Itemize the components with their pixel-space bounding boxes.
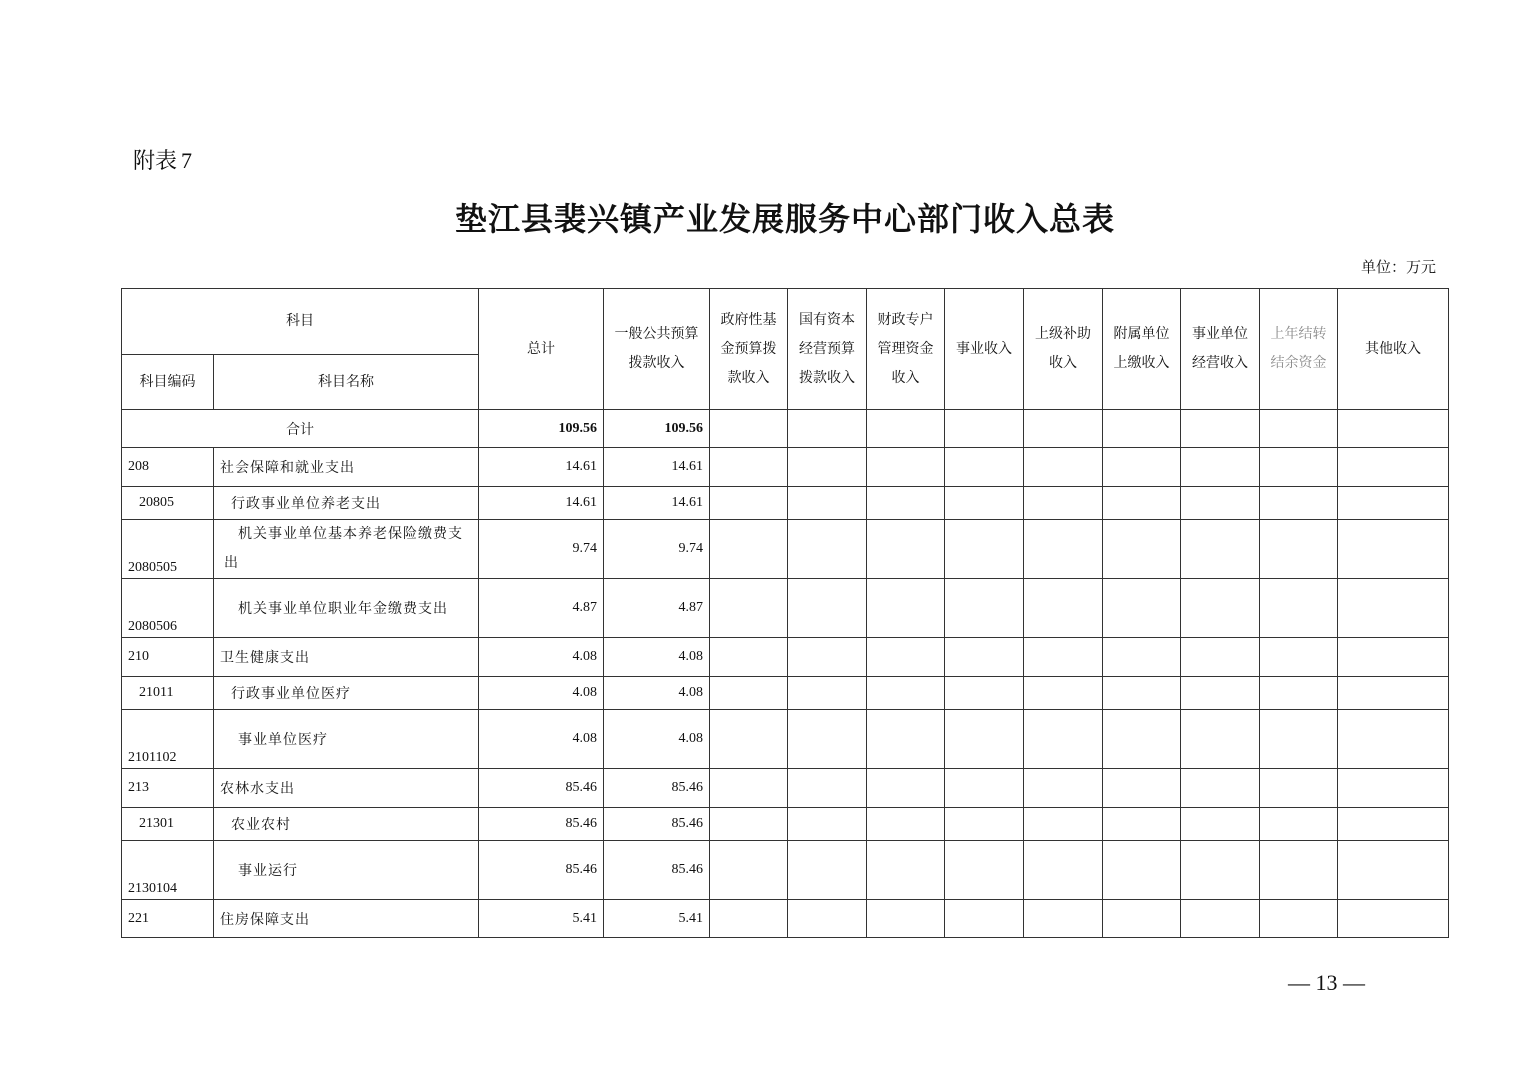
header-general-budget: 一般公共预算拨款收入 — [604, 289, 710, 410]
row-total: 9.74 — [479, 520, 604, 579]
total-label: 合计 — [122, 410, 479, 448]
table-row-total — [122, 410, 1449, 448]
table-row — [122, 769, 1449, 808]
header-other-income: 其他收入 — [1338, 289, 1449, 410]
row-total: 4.87 — [479, 579, 604, 638]
row-total: 14.61 — [479, 487, 604, 520]
row-general: 85.46 — [604, 769, 710, 808]
header-superior-subsidy: 上级补助收入 — [1024, 289, 1103, 410]
page-title: 垫江县裴兴镇产业发展服务中心部门收入总表 — [454, 200, 1115, 238]
row-name: 行政事业单位医疗 — [214, 677, 479, 710]
header-carryover: 上年结转结余资金 — [1260, 289, 1338, 410]
row-general: 85.46 — [604, 808, 710, 841]
header-business-operation: 事业单位经营收入 — [1181, 289, 1260, 410]
row-general: 9.74 — [604, 520, 710, 579]
row-name: 农业农村 — [214, 808, 479, 841]
row-name: 事业运行 — [214, 841, 479, 900]
row-code: 2080505 — [122, 520, 214, 579]
table-row — [122, 677, 1449, 710]
row-total: 14.61 — [479, 448, 604, 487]
table-row — [122, 520, 1449, 579]
row-general: 4.08 — [604, 638, 710, 677]
row-general: 14.61 — [604, 487, 710, 520]
row-code: 210 — [122, 638, 214, 677]
row-code: 213 — [122, 769, 214, 808]
row-total: 85.46 — [479, 808, 604, 841]
row-code: 221 — [122, 900, 214, 938]
row-code: 208 — [122, 448, 214, 487]
header-affiliated-income: 附属单位上缴收入 — [1103, 289, 1181, 410]
header-gov-fund: 政府性基金预算拨款收入 — [710, 289, 788, 410]
page-number: — 13 — — [1288, 970, 1365, 995]
header-subject: 科目 — [122, 289, 479, 355]
table-row — [122, 841, 1449, 900]
row-code: 20805 — [122, 487, 214, 520]
row-total: 4.08 — [479, 638, 604, 677]
row-name: 事业单位医疗 — [214, 710, 479, 769]
row-name: 卫生健康支出 — [214, 638, 479, 677]
row-total: 4.08 — [479, 677, 604, 710]
row-general: 5.41 — [604, 900, 710, 938]
row-code: 21011 — [122, 677, 214, 710]
header-business-income: 事业收入 — [945, 289, 1024, 410]
appendix-label — [133, 144, 192, 175]
table-row — [122, 808, 1449, 841]
table-row — [122, 638, 1449, 677]
table-row — [122, 900, 1449, 938]
income-summary-table — [121, 288, 1449, 938]
row-code: 2101102 — [122, 710, 214, 769]
row-general: 14.61 — [604, 448, 710, 487]
header-subject-code: 科目编码 — [122, 355, 214, 410]
row-general: 85.46 — [604, 841, 710, 900]
row-name: 农林水支出 — [214, 769, 479, 808]
row-total: 85.46 — [479, 841, 604, 900]
table-row — [122, 579, 1449, 638]
row-total: 5.41 — [479, 900, 604, 938]
row-name: 机关事业单位基本养老保险缴费支出 — [214, 520, 479, 579]
table-row — [122, 710, 1449, 769]
total-value: 109.56 — [479, 410, 604, 448]
total-general-value: 109.56 — [604, 410, 710, 448]
header-state-capital: 国有资本经营预算拨款收入 — [788, 289, 867, 410]
row-general: 4.08 — [604, 710, 710, 769]
header-subject-name: 科目名称 — [214, 355, 479, 410]
row-name: 行政事业单位养老支出 — [214, 487, 479, 520]
row-name: 住房保障支出 — [214, 900, 479, 938]
row-name: 机关事业单位职业年金缴费支出 — [214, 579, 479, 638]
header-total: 总计 — [479, 289, 604, 410]
header-fiscal-special: 财政专户管理资金收入 — [867, 289, 945, 410]
row-total: 85.46 — [479, 769, 604, 808]
appendix-number: 7 — [181, 148, 193, 173]
row-total: 4.08 — [479, 710, 604, 769]
row-name: 社会保障和就业支出 — [214, 448, 479, 487]
appendix-text: 附表 — [133, 149, 178, 174]
unit-label: 单位：万元 — [1360, 258, 1436, 276]
row-code: 2080506 — [122, 579, 214, 638]
row-general: 4.87 — [604, 579, 710, 638]
table-row — [122, 487, 1449, 520]
row-code: 21301 — [122, 808, 214, 841]
table-row — [122, 448, 1449, 487]
row-code: 2130104 — [122, 841, 214, 900]
row-general: 4.08 — [604, 677, 710, 710]
